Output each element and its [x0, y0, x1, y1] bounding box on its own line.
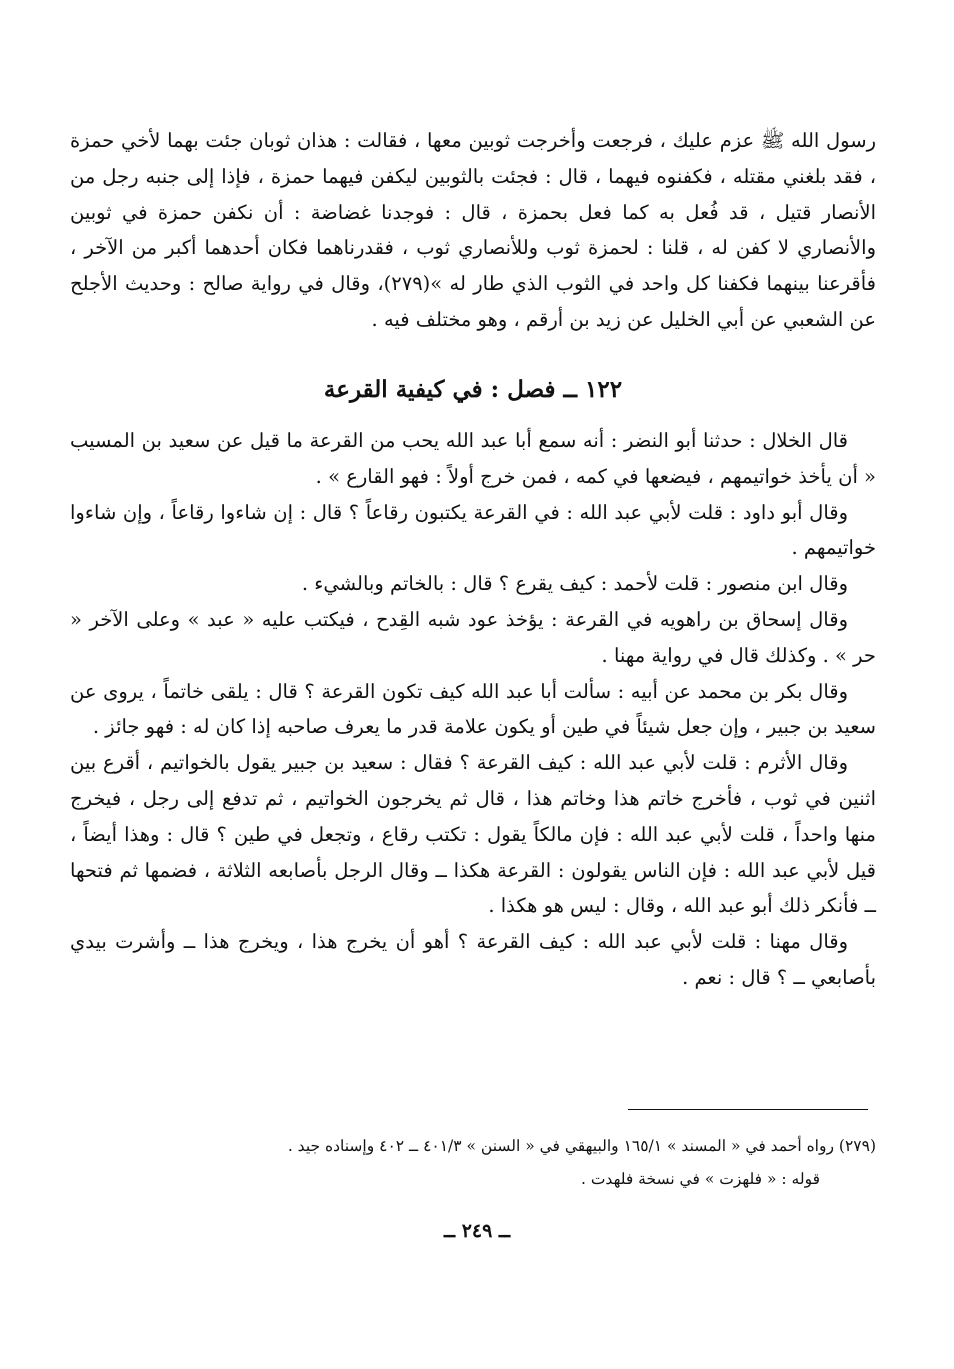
section-heading: ١٢٢ ــ فصل : في كيفية القرعة [323, 376, 623, 403]
paragraph-bakr: وقال بكر بن محمد عن أبيه : سألت أبا عبد الله كيف تكون القرعة ؟ قال : يلقى خاتماً ، يروى عن سعيد بن جبير ، وإن جعل شيئاً في طين أو يكون علامة قدر ما يعرف صاحبه إذا كان له : فهو جائز . [70, 679, 876, 739]
paragraph-khallal: قال الخلال : حدثنا أبو النضر : أنه سمع أبا عبد الله يحب من القرعة ما قيل عن سعيد بن المسيب « أن يأخذ خواتيمهم ، فيضعها في كمه ، فمن خرج أولاً : فهو القارع » . [70, 429, 876, 488]
footnote-279: (٢٧٩) رواه أحمد في « المسند » ١٦٥/١ والبيهقي في « السنن » ٤٠١/٣ ــ ٤٠٢ وإسناده جيد . [287, 1137, 876, 1155]
continued-paragraph: رسول الله ﷺ عزم عليك ، فرجعت وأخرجت ثوبين معها ، فقالت : هذان ثوبان جئت بهما لأخي حمزة ، فقد بلغني مقتله ، فكفنوه فيهما ، قال : فجئت بالثوبين ليكفن فيهما حمزة ، فإذا إلى جنبه رجل من الأنصار قتيل ، قد فُعل به كما فعل بحمزة ، قال : فوجدنا غضاضة : أن نكفن حمزة في ثوبين والأنصاري لا كفن له ، قلنا : لحمزة ثوب وللأنصاري ثوب ، فقدرناهما فكان أحدهما أكبر من الآخر ، فأقرعنا بينهما فكفنا كل واحد في الثوب الذي طار له »(٢٧٩)، وقال في رواية صالح : وحديث الأجلح عن الشعبي عن أبي الخليل عن زيد بن أرقم ، وهو مختلف فيه . [70, 129, 876, 331]
footnote-divider [628, 1109, 868, 1110]
paragraph-abu-dawud: وقال أبو داود : قلت لأبي عبد الله : في القرعة يكتبون رقاعاً ؟ قال : إن شاءوا رقاعاً ، وإن شاءوا خواتيمهم . [70, 500, 876, 560]
paragraph-ishaq: وقال إسحاق بن راهويه في القرعة : يؤخذ عود شبه القِدح ، فيكتب عليه « عبد » وعلى الآخر « حر » . وكذلك قال في رواية مهنا . [70, 607, 876, 667]
footnote-note: قوله : « فلهزت » في نسخة فلهدت . [580, 1170, 820, 1188]
page-number: ــ ٢٤٩ ــ [443, 1220, 511, 1242]
footnotes [70, 1130, 876, 1196]
paragraph-ibn-mansur: وقال ابن منصور : قلت لأحمد : كيف يقرع ؟ قال : بالخاتم وبالشيء . [301, 572, 848, 596]
section-body [70, 423, 876, 996]
paragraph-athram: وقال الأثرم : قلت لأبي عبد الله : كيف القرعة ؟ فقال : سعيد بن جبير يقول بالخواتيم ، أقرع بين اثنين في ثوب ، فأخرج خاتم هذا وخاتم هذا ، قال ثم يخرجون الخواتيم ، ثم تدفع إلى رجل ، فيخرج منها واحداً ، قلت لأبي عبد الله : فإن مالكاً يقول : تكتب رقاع ، وتجعل في طين ؟ قال : وهذا أيضاً ، قيل لأبي عبد الله : فإن الناس يقولون : القرعة هكذا ــ وقال الرجل بأصابعه الثلاثة ، فضمها ثم فتحها ــ فأنكر ذلك أبو عبد الله ، وقال : ليس هو هكذا . [70, 751, 876, 918]
paragraph-muhanna: وقال مهنا : قلت لأبي عبد الله : كيف القرعة ؟ أهو أن يخرج هذا ، ويخرج هذا ــ وأشرت بيدي بأصابعي ــ ؟ قال : نعم . [70, 930, 876, 989]
continued-paragraph-block [70, 123, 876, 338]
